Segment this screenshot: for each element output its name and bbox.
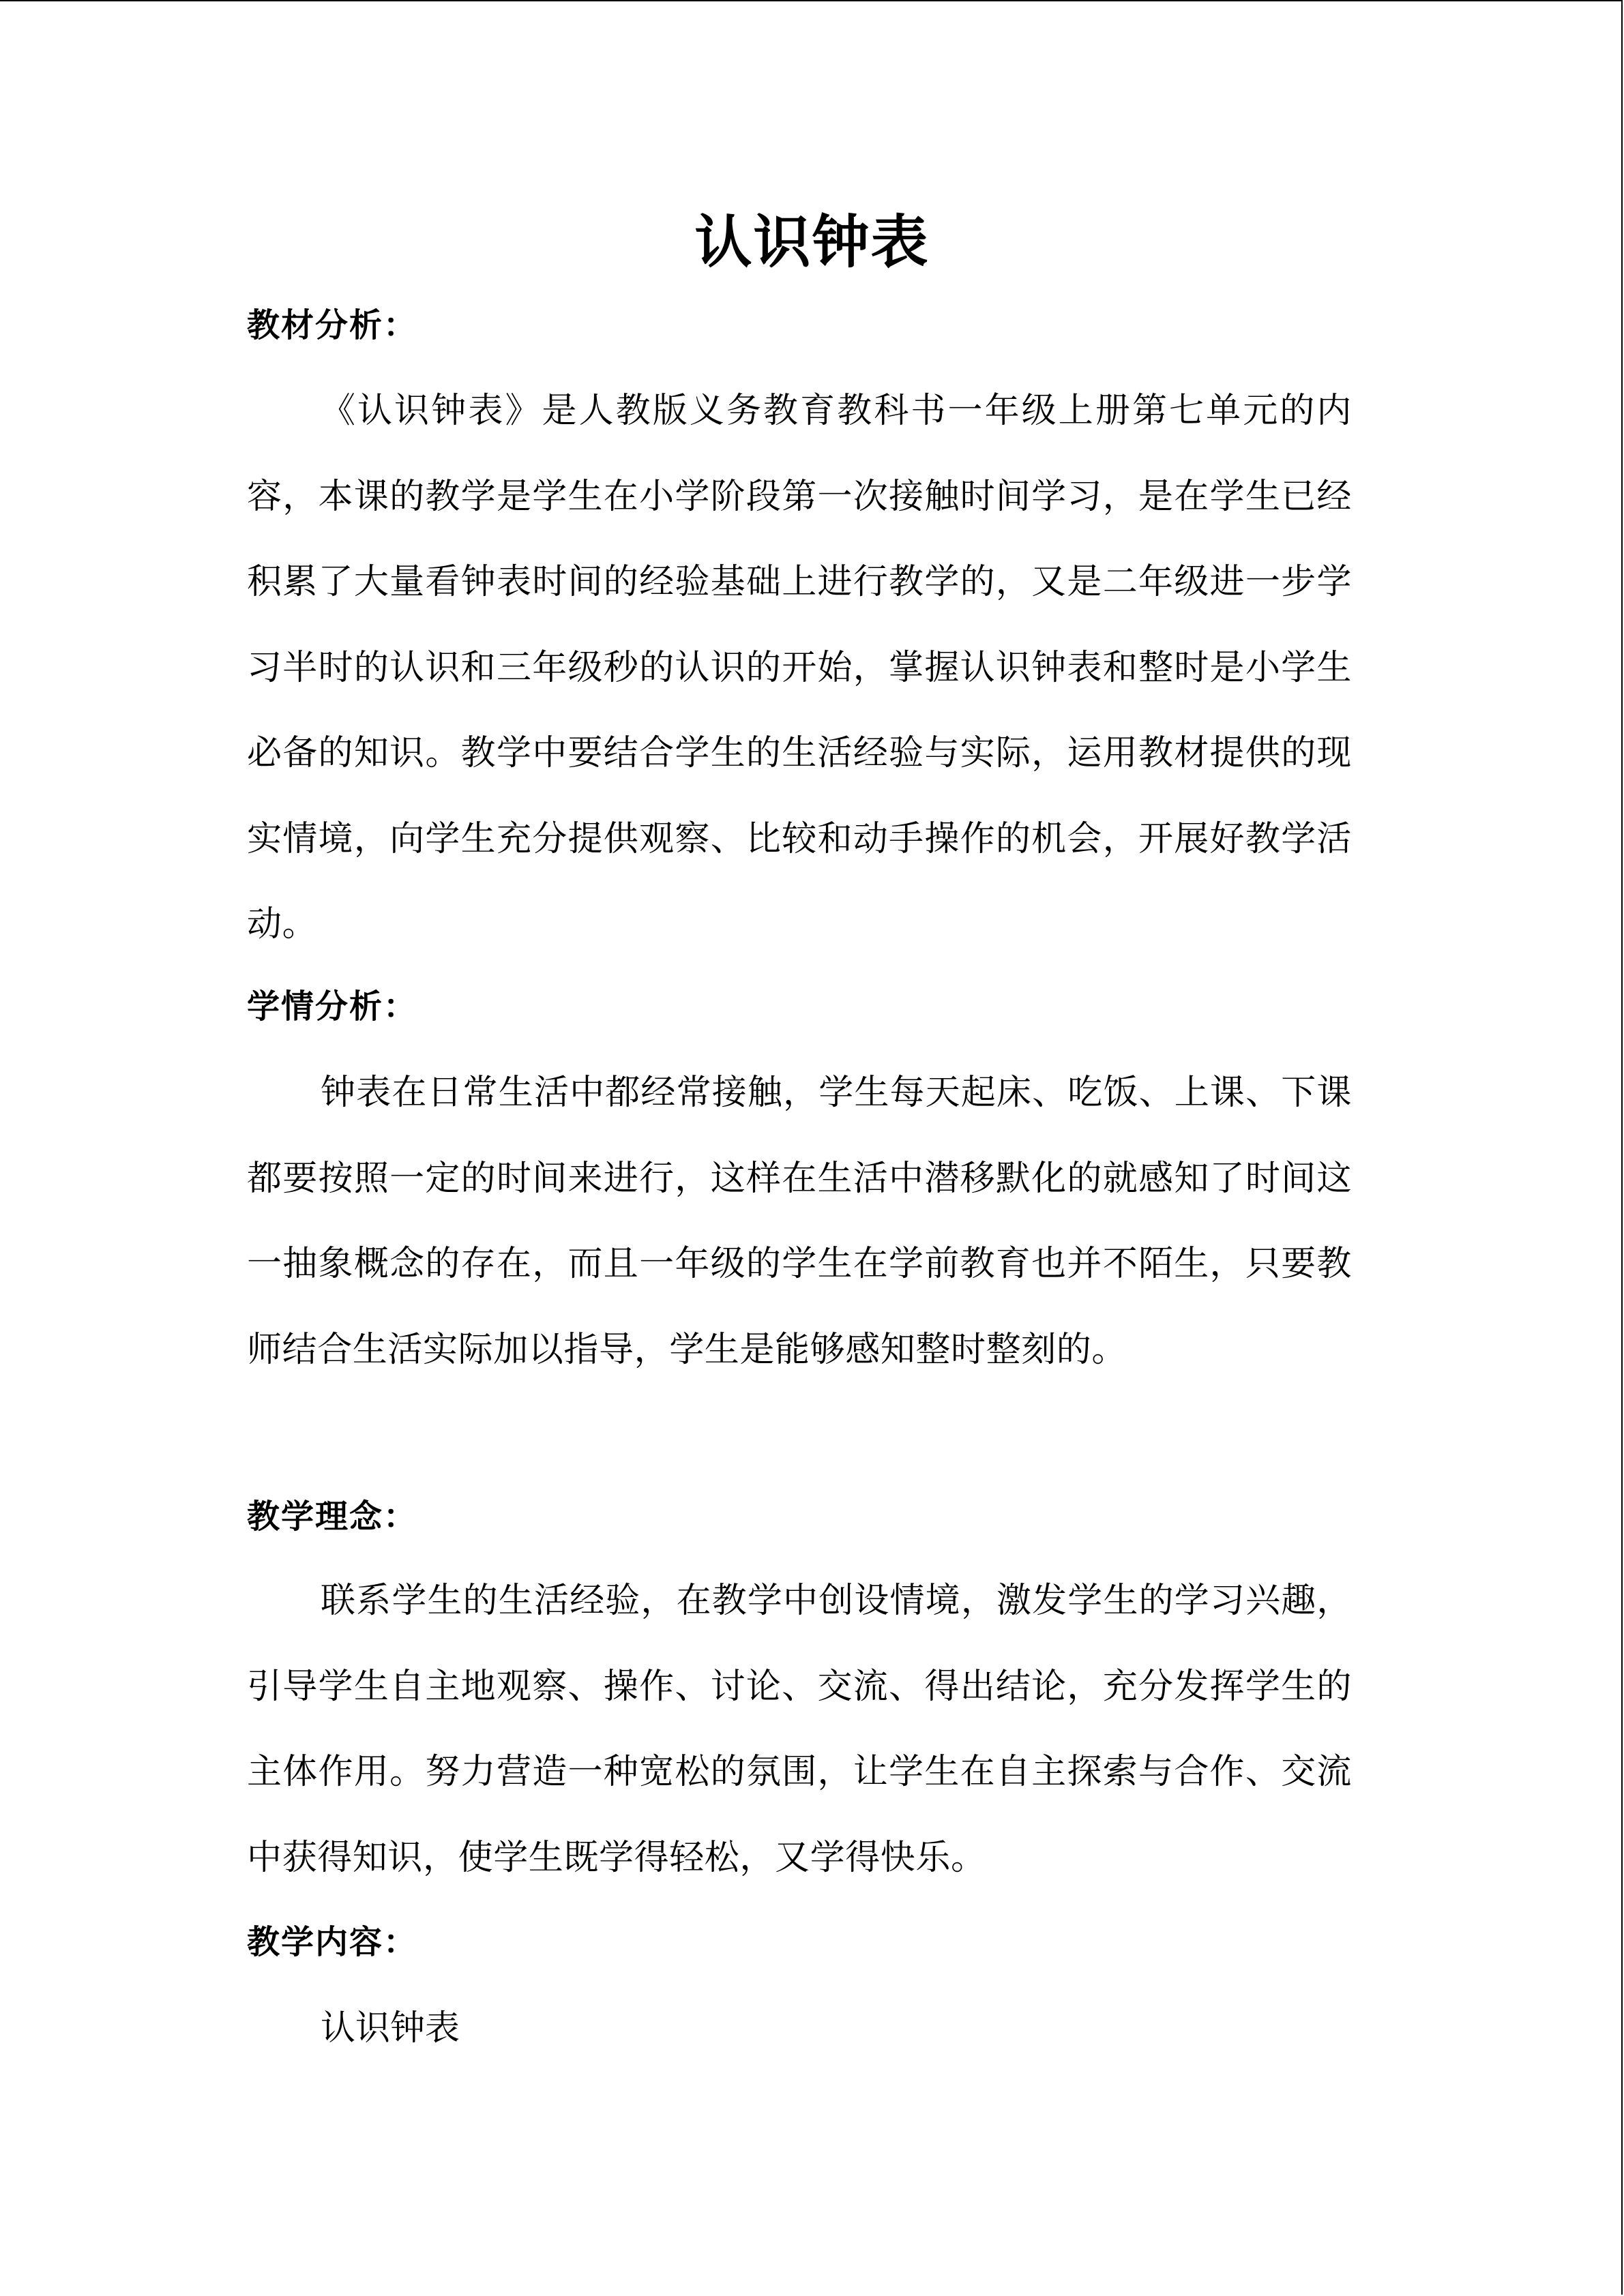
section-heading-teaching-philosophy: 教学理念： [247,1497,418,1536]
section-body-teaching-content: 认识钟表 [321,2008,460,2048]
section-heading-student-analysis: 学情分析： [247,987,418,1026]
section-body-teaching-philosophy: 联系学生的生活经验，在教学中创设情境，激发学生的学习兴趣，引导学生自主地观察、操作、讨论、交流、得出结论，充分发挥学生的主体作用。努力营造一种宽松的氛围，让学生在自主探索与合作、交流中获得知识，使学生既学得轻松，又学得快乐。 [247,1581,1352,1878]
section-body-student-analysis: 钟表在日常生活中都经常接触，学生每天起床、吃饭、上课、下课都要按照一定的时间来进行，这样在生活中潜移默化的就感知了时间这一抽象概念的存在，而且一年级的学生在学前教育也并不陌生，只要教师结合生活实际加以指导，学生是能够感知整时整刻的。 [247,1073,1352,1370]
section-heading-textbook-analysis: 教材分析： [247,306,418,344]
page-title: 认识钟表 [694,208,930,275]
section-heading-teaching-content: 教学内容： [247,1923,418,1961]
section-body-textbook-analysis: 《认识钟表》是人教版义务教育教科书一年级上册第七单元的内容，本课的教学是学生在小学阶段第一次接触时间学习，是在学生已经积累了大量看钟表时间的经验基础上进行教学的，又是二年级进一步学习半时的认识和三年级秒的认识的开始，掌握认识钟表和整时是小学生必备的知识。教学中要结合学生的生活经验与实际，运用教材提供的现实情境，向学生充分提供观察、比较和动手操作的机会，开展好教学活动。 [247,391,1352,944]
